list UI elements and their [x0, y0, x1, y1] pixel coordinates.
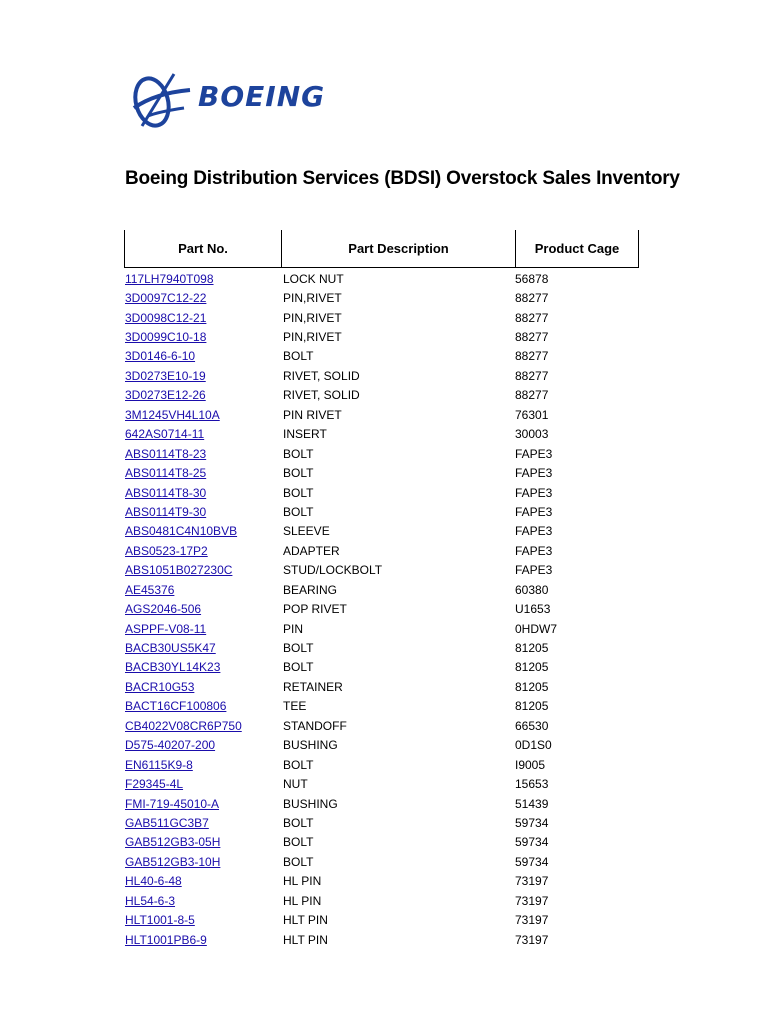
part-description: HL PIN [283, 893, 322, 908]
table-row [125, 288, 645, 307]
part-description: BOLT [283, 349, 314, 364]
table-row [125, 541, 645, 560]
table-row [125, 716, 645, 735]
table-row [125, 619, 645, 638]
product-cage: 81205 [515, 699, 549, 714]
product-cage: 73197 [515, 893, 549, 908]
part-number-link[interactable]: 3D0098C12-21 [125, 310, 207, 325]
table-row [125, 930, 645, 949]
part-description: PIN,RIVET [283, 310, 342, 325]
part-number-link[interactable]: AE45376 [125, 582, 175, 597]
table-row [125, 910, 645, 929]
part-description: SLEEVE [283, 524, 330, 539]
part-number-link[interactable]: 117LH7940T098 [125, 271, 214, 286]
part-description: BEARING [283, 582, 338, 597]
part-number-link[interactable]: 3D0273E10-19 [125, 368, 206, 383]
table-row [125, 444, 645, 463]
header-product-cage: Product Cage [534, 241, 620, 256]
part-description: BOLT [283, 446, 314, 461]
table-row [125, 658, 645, 677]
part-description: INSERT [283, 427, 327, 442]
table-row [125, 327, 645, 346]
product-cage: FAPE3 [515, 524, 553, 539]
part-description: BOLT [283, 466, 314, 481]
part-number-link[interactable]: GAB512GB3-05H [125, 835, 221, 850]
page-title: Boeing Distribution Services (BDSI) Overstock Sales Inventory [125, 168, 680, 189]
table-row [125, 405, 645, 424]
part-description: BOLT [283, 815, 314, 830]
product-cage: 76301 [515, 407, 549, 422]
product-cage: 60380 [515, 582, 549, 597]
product-cage: 81205 [515, 679, 549, 694]
product-cage: FAPE3 [515, 485, 553, 500]
table-row [125, 483, 645, 502]
part-description: BOLT [283, 504, 314, 519]
part-description: BOLT [283, 485, 314, 500]
table-row [125, 872, 645, 891]
product-cage: FAPE3 [515, 563, 553, 578]
part-number-link[interactable]: ABS0114T8-25 [125, 466, 207, 481]
part-description: NUT [283, 777, 308, 792]
table-row [125, 386, 645, 405]
part-number-link[interactable]: GAB512GB3-10H [125, 854, 221, 869]
part-description: BUSHING [283, 738, 338, 753]
part-number-link[interactable]: FMI-719-45010-A [125, 796, 220, 811]
product-cage: 59734 [515, 815, 549, 830]
product-cage: 73197 [515, 932, 549, 947]
header-part-no: Part No. [125, 230, 282, 267]
table-row [125, 522, 645, 541]
product-cage: 81205 [515, 660, 549, 675]
part-description: POP RIVET [283, 602, 347, 617]
product-cage: 59734 [515, 835, 549, 850]
product-cage: 88277 [515, 330, 549, 345]
part-number-link[interactable]: ABS1051B027230C [125, 563, 233, 578]
table-row [125, 347, 645, 366]
header-part-description: Part Description [282, 230, 516, 267]
boeing-wordmark: BOEING [198, 80, 326, 113]
table-row [125, 599, 645, 618]
part-number-link[interactable]: AGS2046-506 [125, 602, 202, 617]
part-description: HLT PIN [283, 913, 328, 928]
part-number-link[interactable]: ABS0114T8-30 [125, 485, 207, 500]
part-description: BOLT [283, 660, 314, 675]
table-row [125, 891, 645, 910]
part-description: BUSHING [283, 796, 338, 811]
table-row [125, 366, 645, 385]
part-description: TEE [283, 699, 307, 714]
part-description: PIN,RIVET [283, 330, 342, 345]
part-description: PIN RIVET [283, 407, 342, 422]
table-header [124, 230, 639, 268]
part-number-link[interactable]: HL54-6-3 [125, 893, 176, 908]
product-cage: 51439 [515, 796, 549, 811]
product-cage: 59734 [515, 854, 549, 869]
part-number-link[interactable]: GAB511GC3B7 [125, 815, 209, 830]
table-row [125, 852, 645, 871]
part-number-link[interactable]: HLT1001PB6-9 [125, 932, 207, 947]
part-number-link[interactable]: 3D0097C12-22 [125, 291, 207, 306]
product-cage: FAPE3 [515, 446, 553, 461]
table-row [125, 677, 645, 696]
part-number-link[interactable]: BACB30YL14K23 [125, 660, 221, 675]
part-description: RIVET, SOLID [283, 368, 360, 383]
product-cage: 66530 [515, 718, 549, 733]
part-number-link[interactable]: 3D0146-6-10 [125, 349, 196, 364]
part-description: BOLT [283, 641, 314, 656]
table-row [125, 561, 645, 580]
table-row [125, 774, 645, 793]
part-description: LOCK NUT [283, 271, 344, 286]
part-number-link[interactable]: CB4022V08CR6P750 [125, 718, 242, 733]
product-cage: 15653 [515, 777, 549, 792]
table-row [125, 580, 645, 599]
product-cage: 81205 [515, 641, 549, 656]
product-cage: FAPE3 [515, 466, 553, 481]
part-description: HL PIN [283, 874, 322, 889]
product-cage: 56878 [515, 271, 549, 286]
table-row [125, 697, 645, 716]
table-row [125, 755, 645, 774]
product-cage: 0D1S0 [515, 738, 552, 753]
part-number-link[interactable]: ABS0114T8-23 [125, 446, 207, 461]
part-description: BOLT [283, 854, 314, 869]
part-number-link[interactable]: F29345-4L [125, 777, 184, 792]
product-cage: 73197 [515, 913, 549, 928]
table-row [125, 269, 645, 288]
table-row [125, 425, 645, 444]
part-description: RETAINER [283, 679, 343, 694]
part-description: STUD/LOCKBOLT [283, 563, 383, 578]
part-description: ADAPTER [283, 543, 340, 558]
product-cage: FAPE3 [515, 543, 553, 558]
product-cage: 88277 [515, 291, 549, 306]
part-description: STANDOFF [283, 718, 347, 733]
part-description: HLT PIN [283, 932, 328, 947]
product-cage: U1653 [515, 602, 551, 617]
table-row [125, 833, 645, 852]
product-cage: 73197 [515, 874, 549, 889]
product-cage: 88277 [515, 349, 549, 364]
product-cage: 88277 [515, 368, 549, 383]
part-number-link[interactable]: BACT16CF100806 [125, 699, 227, 714]
part-description: PIN [283, 621, 304, 636]
table-row [125, 463, 645, 482]
part-number-link[interactable]: BACB30US5K47 [125, 641, 216, 656]
part-description: BOLT [283, 757, 314, 772]
part-description: BOLT [283, 835, 314, 850]
product-cage: I9005 [515, 757, 546, 772]
part-number-link[interactable]: 3D0099C10-18 [125, 330, 207, 345]
product-cage: 88277 [515, 388, 549, 403]
part-number-link[interactable]: 3M1245VH4L10A [125, 407, 220, 422]
part-description: RIVET, SOLID [283, 388, 360, 403]
product-cage: FAPE3 [515, 504, 553, 519]
part-description: PIN,RIVET [283, 291, 342, 306]
part-number-link[interactable]: ABS0481C4N10BVB [125, 524, 238, 539]
part-number-link[interactable]: EN6115K9-8 [125, 757, 193, 772]
part-number-link[interactable]: HL40-6-48 [125, 874, 182, 889]
table-row [125, 502, 645, 521]
product-cage: 30003 [515, 427, 549, 442]
part-number-link[interactable]: BACR10G53 [125, 679, 195, 694]
table-row [125, 794, 645, 813]
table-row [125, 736, 645, 755]
part-number-link[interactable]: ABS0523-17P2 [125, 543, 208, 558]
part-number-link[interactable]: ASPPF-V08-11 [125, 621, 207, 636]
boeing-logo [128, 68, 398, 138]
product-cage: 0HDW7 [515, 621, 558, 636]
part-number-link[interactable]: 3D0273E12-26 [125, 388, 206, 403]
part-number-link[interactable]: HLT1001-8-5 [125, 913, 195, 928]
part-number-link[interactable]: D575-40207-200 [125, 738, 216, 753]
part-number-link[interactable]: ABS0114T9-30 [125, 504, 207, 519]
boeing-logo-icon [128, 68, 398, 138]
product-cage: 88277 [515, 310, 549, 325]
table-row [125, 813, 645, 832]
part-number-link[interactable]: 642AS0714-11 [125, 427, 205, 442]
table-row [125, 308, 645, 327]
inventory-table-body [125, 269, 645, 949]
table-row [125, 638, 645, 657]
